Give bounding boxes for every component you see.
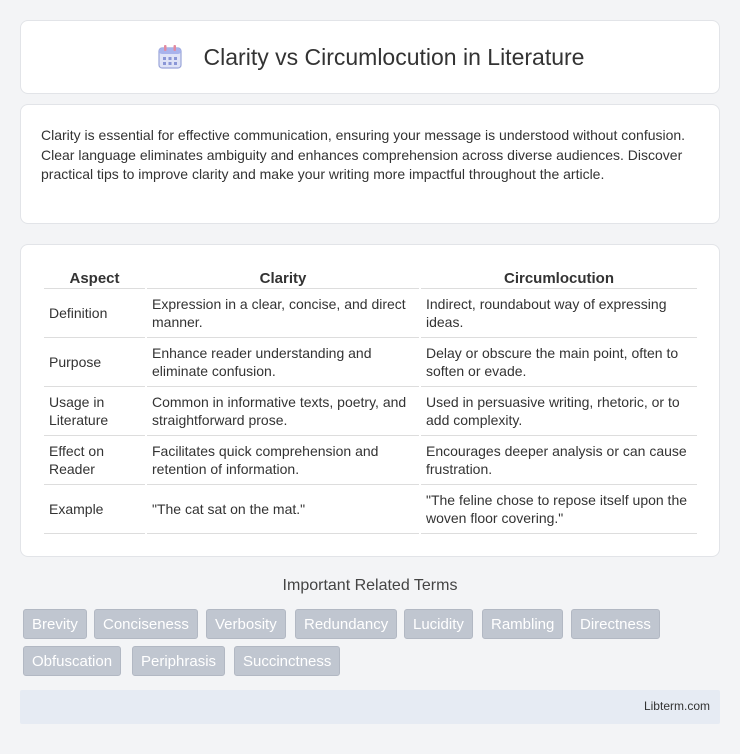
tag-verbosity[interactable]: Verbosity bbox=[206, 609, 286, 639]
cell-clarity: Expression in a clear, concise, and direct manner. bbox=[147, 289, 419, 338]
table-row bbox=[44, 485, 697, 534]
header-circumlocution: Circumlocution bbox=[421, 265, 697, 289]
title-card bbox=[20, 20, 720, 94]
cell-circumlocution: Encourages deeper analysis or can cause frustration. bbox=[421, 436, 697, 485]
cell-circumlocution: Used in persuasive writing, rhetoric, or to add complexity. bbox=[421, 387, 697, 436]
tag-lucidity[interactable]: Lucidity bbox=[404, 609, 473, 639]
calendar-icon bbox=[156, 43, 184, 71]
comparison-table-card bbox=[20, 244, 720, 557]
related-terms-title: Important Related Terms bbox=[282, 577, 458, 594]
intro-text: Clarity is essential for effective communication, ensuring your message is understood without confusion. Clear language eliminates ambiguity and enhances comprehension across diverse audiences. Discover practical tips to improve clarity and make your writing more impactful throughout the article. bbox=[41, 127, 686, 182]
cell-clarity: "The cat sat on the mat." bbox=[147, 485, 419, 534]
footer-site-link[interactable]: Libterm.com bbox=[643, 699, 710, 713]
cell-clarity: Facilitates quick comprehension and retention of information. bbox=[147, 436, 419, 485]
tag-periphrasis[interactable]: Periphrasis bbox=[132, 646, 225, 676]
page-title: Clarity vs Circumlocution in Literature bbox=[203, 43, 585, 70]
table-row bbox=[44, 338, 697, 387]
table-row bbox=[44, 289, 697, 338]
comparison-table bbox=[42, 265, 699, 534]
cell-aspect: Definition bbox=[44, 289, 145, 338]
cell-clarity: Enhance reader understanding and eliminate confusion. bbox=[147, 338, 419, 387]
cell-aspect: Example bbox=[44, 485, 145, 534]
header-clarity: Clarity bbox=[147, 265, 419, 289]
header-aspect: Aspect bbox=[44, 265, 145, 289]
table-row bbox=[44, 436, 697, 485]
intro-card bbox=[20, 104, 720, 224]
tag-redundancy[interactable]: Redundancy bbox=[295, 609, 397, 639]
table-header-row bbox=[44, 265, 697, 289]
tag-succinctness[interactable]: Succinctness bbox=[234, 646, 340, 676]
cell-circumlocution: Delay or obscure the main point, often to soften or evade. bbox=[421, 338, 697, 387]
tag-brevity[interactable]: Brevity bbox=[23, 609, 87, 639]
cell-aspect: Usage in Literature bbox=[44, 387, 145, 436]
cell-circumlocution: "The feline chose to repose itself upon the woven floor covering." bbox=[421, 485, 697, 534]
cell-circumlocution: Indirect, roundabout way of expressing ideas. bbox=[421, 289, 697, 338]
tag-directness[interactable]: Directness bbox=[571, 609, 660, 639]
tag-obfuscation[interactable]: Obfuscation bbox=[23, 646, 121, 676]
tag-conciseness[interactable]: Conciseness bbox=[94, 609, 198, 639]
cell-aspect: Purpose bbox=[44, 338, 145, 387]
tag-rambling[interactable]: Rambling bbox=[482, 609, 563, 639]
footer bbox=[20, 690, 720, 724]
table-row bbox=[44, 387, 697, 436]
cell-aspect: Effect on Reader bbox=[44, 436, 145, 485]
cell-clarity: Common in informative texts, poetry, and straightforward prose. bbox=[147, 387, 419, 436]
